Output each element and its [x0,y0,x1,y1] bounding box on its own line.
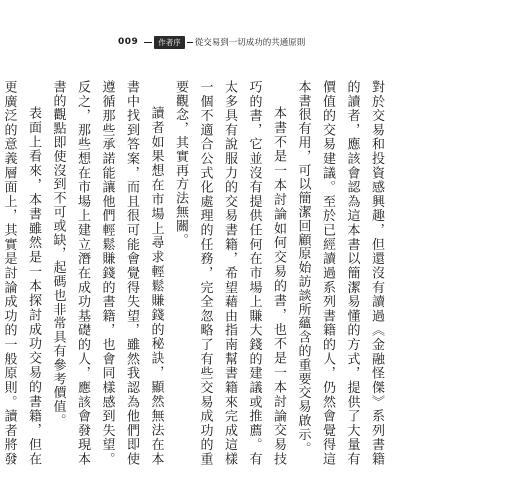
header-rule-right [187,42,193,43]
header-rule-left [144,42,152,43]
chapter-title: 從交易到一切成功的共通原則 [194,38,306,48]
section-badge: 作者序 [154,36,185,49]
paragraph-2: 本書不是一本討論如何交易的書，也不是一本討論交易技巧的書，它並沒有提供任何在市場上賺大錢的建議或推薦。有太多具有說服力的交易書籍，希望藉由指南幫書籍來完成這樣一個不適合公式化處理的任務，完全忽略了有些交易成功的重要觀念，其實再方法無關。 [173,80,286,466]
page-number: 009 [118,37,139,47]
paragraph-4: 表面上看來，本書雖然是一本探討成功交易的書籍，但在更廣泛的意義層面上，其實是討論成功的一般原則。讀者將發 [1,80,41,466]
paragraph-1: 對於交易和投資感興趣，但還沒有讀過《金融怪傑》系列書籍的讀者，應該會認為這本書以簡潔易懂的方式，提供了大量有價值的交易建議。至於已經讀過系列書籍的人，仍然會覺得這本書很有用，可以簡潔回顧原始訪談所蘊含的重要交易啟示。 [295,80,384,466]
body-text [1,80,388,466]
running-header [118,34,305,50]
paragraph-3: 讀者如果想在市場上尋求輕鬆賺錢的秘訣，顯然無法在本書中找到答案，而且很可能會覺得失望，雖然我認為他們即使遵循那些承諾能讓他們輕鬆賺錢的書籍，也會同樣感到失望。反之，那些想在市場上建立潛在成功基礎的人，應該會發現本書的觀點即使沒到不可或缺，起碼也非常具有參考價值。 [50,80,164,466]
